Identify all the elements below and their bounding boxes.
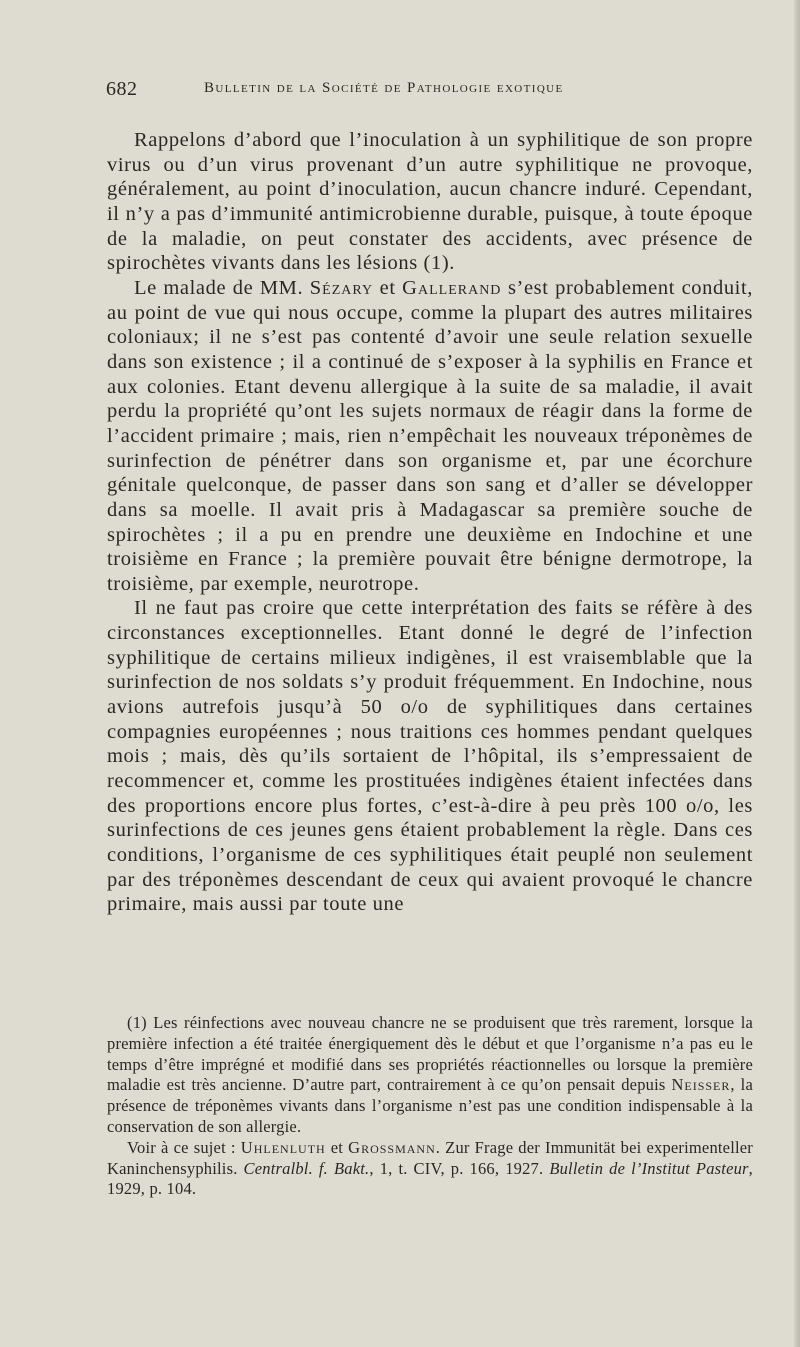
page-edge [794,0,800,1347]
author-name-neisser: Neisser [671,1075,731,1095]
paragraph-1: Rappelons d’abord que l’inoculation à un syphilitique de son propre virus ou d’un virus provenant d’un autre syphilitique ne provoque, généralement, au point d’inoculation, aucun chancre induré. Cependant, il n’y a pas d’immunité antimicrobienne durable, puisque, à toute époque de la maladie, on peut constater des accidents, avec présence de spirochètes vivants dans les lésions (1). [107,129,753,275]
page-number: 682 [106,78,138,100]
footnote-ref-part-b: et [325,1137,349,1157]
running-title: Bulletin de la Société de Pathologie exotique [204,80,564,96]
author-name-sezary: Sézary [309,276,374,299]
paragraph-2-part-c: s’est probablement conduit, au point de vue qui nous occupe, comme la plupart des autres militaires coloniaux; il ne s’est pas contenté d’avoir une seule relation sexuelle dans son existence ; il a continué de s’exposer à la syphilis en France et aux colonies. Etant devenu allergique à la suite de sa maladie, il avait perdu la propriété qu’ont les sujets normaux de réagir dans la forme de l’accident primaire ; mais, rien n’empêchait les nouveaux tréponèmes de surinfection de pénétrer dans son organisme et, par une écorchure génitale quelconque, de passer dans son sang et d’aller se développer dans sa moelle. Il avait pris à Madagascar sa première souche de spirochètes ; il a pu en prendre une deuxième en Indochine et une troisième en France ; la première pouvait être bénigne dermotrope, la troisième, par exemple, neurotrope. [107,276,753,595]
author-name-grossmann: Grossmann [348,1137,436,1157]
footnote-1-part-b: , la présence de tréponèmes vivants dans l’organisme n’est pas une condition indispensable à la conservation de son allergie. [107,1075,753,1136]
footnote-ref-part-e: , 1929, p. 104. [107,1158,753,1199]
footnotes [107,1013,753,1200]
journal-title-centralbl: Centralbl. f. Bakt. [243,1158,370,1178]
paragraph-2 [107,276,753,597]
journal-title-bulletin-pasteur: Bulletin de l’Institut Pasteur [549,1158,749,1178]
footnote-ref-part-a: Voir à ce sujet : [127,1137,241,1157]
author-name-uhlenluth: Uhlenluth [240,1137,326,1157]
body-text [107,128,753,917]
footnote-reference [107,1138,753,1200]
paragraph-2-part-a: Le malade de MM. [134,276,310,299]
paragraph-2-part-b: et [373,276,403,299]
footnote-ref-part-d: , 1, t. CIV, p. 166, 1927. [369,1158,550,1178]
footnote-ref-part-c: . Zur Frage der Immunität bei experimenteller Kaninchensyphilis. [107,1137,753,1178]
page-header [106,78,756,108]
footnote-1 [107,1013,753,1138]
author-name-gallerand: Gallerand [402,276,502,299]
paragraph-3: Il ne faut pas croire que cette interprétation des faits se réfère à des circonstances exceptionnelles. Etant donné le degré de l’infection syphilitique de certains milieux indigènes, il est vraisemblable que la surinfection de nos soldats s’y produit fréquemment. En Indochine, nous avions autrefois jusqu’à 50 o/o de syphilitiques dans certaines compagnies européennes ; nous traitions ces hommes pendant quelques mois ; mais, dès qu’ils sortaient de l’hôpital, ils s’empressaient de recommencer et, comme les prostituées indigènes étaient infectées dans des proportions encore plus fortes, c’est-à-dire à peu près 100 o/o, les surinfections de ces jeunes gens étaient probablement la règle. Dans ces conditions, l’organisme de ces syphilitiques était peuplé non seulement par des tréponèmes descendant de ceux qui avaient provoqué le chancre primaire, mais aussi par toute une [107,597,753,916]
footnote-1-part-a: (1) Les réinfections avec nouveau chancre ne se produisent que très rarement, lorsque la première infection a été traitée énergiquement dès le début et que l’organisme n’a pas eu le temps d’être imprégné et modifié dans ses propriétés réactionnelles ou lorsque la première maladie est très ancienne. D’autre part, contrairement à ce qu’on pensait depuis [107,1013,753,1095]
